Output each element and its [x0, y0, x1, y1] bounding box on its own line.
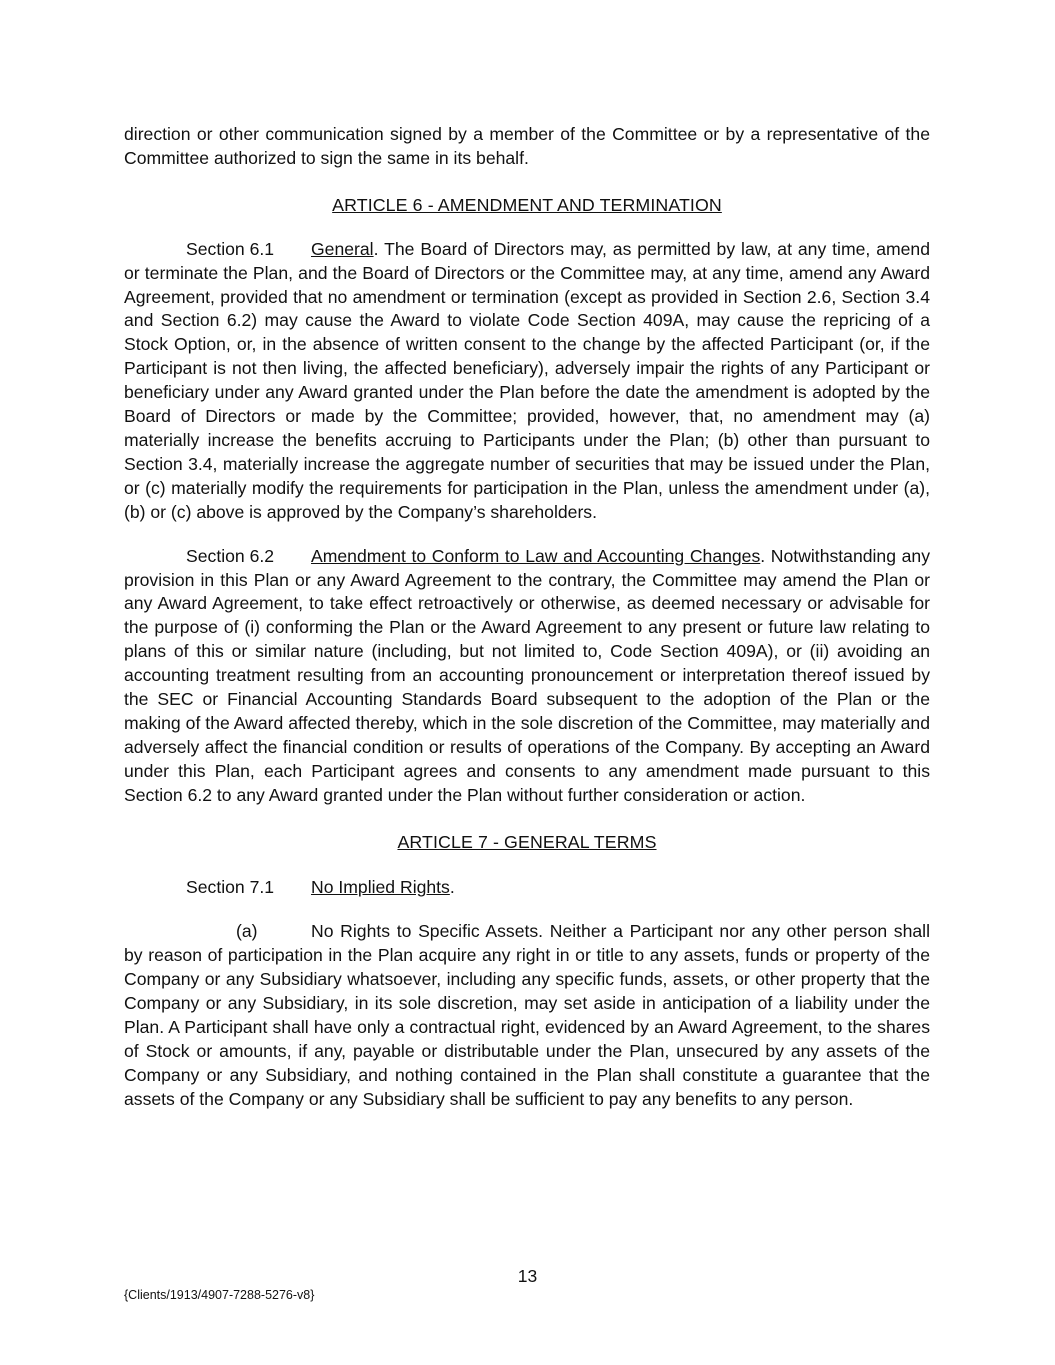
section-6-2-number: Section 6.2 — [186, 545, 275, 566]
subsection-a-label: (a) — [236, 921, 258, 942]
subsection-a-paragraph — [124, 920, 930, 1111]
document-footer-id: {Clients/1913/4907-7288-5276-v8} — [124, 1288, 315, 1302]
article-7-heading: ARTICLE 7 - GENERAL TERMS — [397, 831, 657, 852]
section-7-1-paragraph: Section 7.1 No Implied Rights. — [124, 876, 930, 900]
subsection-a-text: No Rights to Specific Assets. Neither a Participant nor any other person shall by reason of participation in the Plan acquire any right in or title to any assets, funds or property of the Company or any Subsidiary whatsoever, including any specific funds, assets, or other property that the Company or any Subsidiary, in its sole discretion, may set aside in anticipation of a liability under the Plan. A Participant shall have only a contractual right, evidenced by an Award Agreement, to the shares of Stock or amounts, if any, payable or distributable under the Plan, unsecured by any assets of the Company or any Subsidiary, and nothing contained in the Plan shall constitute a guarantee that the assets of the Company or any Subsidiary shall be sufficient to pay any benefits to any person. — [124, 921, 930, 1109]
section-6-2-title: Amendment to Conform to Law and Accounting Changes — [311, 545, 761, 566]
section-6-1-title: General — [311, 238, 374, 259]
article-6-heading: ARTICLE 6 - AMENDMENT AND TERMINATION — [332, 194, 722, 215]
section-7-1-number: Section 7.1 — [186, 877, 275, 898]
page-number: 13 — [517, 1266, 538, 1286]
section-6-2-text: Notwithstanding any provision in this Plan or any Award Agreement to the contrary, the Committee may amend the Plan or any Award Agreement, to take effect retroactively or otherwise, as deemed necessary or advisable for the purpose of (i) conforming the Plan or the Award Agreement to any present or future law relating to plans of this or similar nature (including, but not limited to, Code Section 409A), or (ii) avoiding an accounting treatment resulting from an accounting pronouncement or interpretation thereof issued by the SEC or Financial Accounting Standards Board subsequent to the adoption of the Plan or the making of the Award affected thereby, which in the sole discretion of the Committee, may materially and adversely affect the financial condition or results of operations of the Company. By accepting an Award under this Plan, each Participant agrees and consents to any amendment made pursuant to this Section 6.2 to any Award granted under the Plan without further consideration or action. — [124, 545, 930, 805]
section-6-1-text: The Board of Directors may, as permitted by law, at any time, amend or terminate the Plan, and the Board of Directors or the Committee may, at any time, amend any Award Agreement, provided that no amendment or termination (except as provided in Section 2.6, Section 3.4 and Section 6.2) may cause the Award to violate Code Section 409A, may cause the repricing of a Stock Option, or, in the absence of written consent to the change by the affected Participant (or, if the Participant is not then living, the affected beneficiary), adversely impair the rights of any Participant or beneficiary under any Award granted under the Plan before the date the amendment is adopted by the Board of Directors or made by the Committee; provided, however, that, no amendment may (a) materially increase the benefits accruing to Participants under the Plan; (b) other than pursuant to Section 3.4, materially increase the aggregate number of securities that may be issued under the Plan, or (c) materially modify the requirements for participation in the Plan, unless the amendment under (a), (b) or (c) above is approved by the Company’s shareholders. — [124, 238, 930, 522]
section-6-1-paragraph: Section 6.1 General. The Board of Directors may, as permitted by law, at any time, amend or terminate the Plan, and the Board of Directors or the Committee may, at any time, amend any Award Agreement, provided that no amendment or termination (except as provided in Section 2.6, Section 3.4 and Section 6.2) may cause the Award to violate Code Section 409A, may cause the repricing of a Stock Option, or, in the absence of written consent to the change by the affected Participant (or, if the Participant is not then living, the affected beneficiary), adversely impair the rights of any Participant or beneficiary under any Award granted under the Plan before the date the amendment is adopted by the Board of Directors or made by the Committee; provided, however, that, no amendment may (a) materially increase the benefits accruing to Participants under the Plan; (b) other than pursuant to Section 3.4, materially increase the aggregate number of securities that may be issued under the Plan, or (c) materially modify the requirements for participation in the Plan, unless the amendment under (a), (b) or (c) above is approved by the Company’s shareholders. — [124, 238, 930, 522]
section-6-2-paragraph: Section 6.2 Amendment to Conform to Law and Accounting Changes. Notwithstanding any provision in this Plan or any Award Agreement to the contrary, the Committee may amend the Plan or any Award Agreement, to take effect retroactively or otherwise, as deemed necessary or advisable for the purpose of (i) conforming the Plan or the Award Agreement to any present or future law relating to plans of this or similar nature (including, but not limited to, Code Section 409A), or (ii) avoiding an accounting treatment resulting from an accounting pronouncement or interpretation thereof issued by the SEC or Financial Accounting Standards Board subsequent to the adoption of the Plan or the making of the Award affected thereby, which in the sole discretion of the Committee, may materially and adversely affect the financial condition or results of operations of the Company. By accepting an Award under this Plan, each Participant agrees and consents to any amendment made pursuant to this Section 6.2 to any Award granted under the Plan without further consideration or action. — [124, 545, 930, 805]
section-6-1-number: Section 6.1 — [186, 238, 275, 259]
intro-paragraph: direction or other communication signed by a member of the Committee or by a representative of the Committee authorized to sign the same in its behalf. — [124, 124, 930, 168]
section-7-1-title: No Implied Rights — [311, 877, 450, 898]
document-page — [124, 123, 930, 1112]
